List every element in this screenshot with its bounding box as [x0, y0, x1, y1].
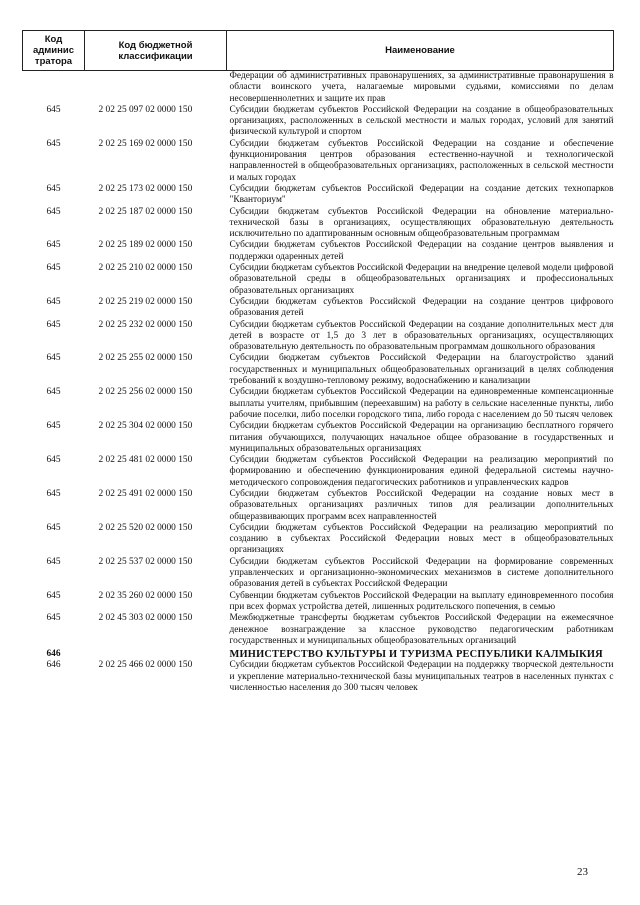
table-row	[23, 591, 614, 614]
table-row	[23, 207, 614, 241]
budget-code-cell: 2 02 25 173 02 0000 150	[98, 183, 193, 194]
admin-code-cell: 646	[46, 649, 61, 660]
name-cell: Субсидии бюджетам субъектов Российской Федерации на поддержку творческой деятельности и укрепление материально-технической базы муниципальных театров в населенных пунктах с численностью населения до 300 тысяч человек	[229, 660, 614, 694]
name-cell: Субсидии бюджетам субъектов Российской Федерации на создание в общеобразовательных организациях, расположенных в сельской местности и малых городах, условий для занятий физической культурой и спортом	[229, 104, 614, 138]
name-cell: Субсидии бюджетам субъектов Российской Федерации на создание центров цифрового образования детей	[229, 296, 614, 319]
table-row	[23, 660, 614, 694]
admin-code-cell	[23, 71, 85, 105]
name-cell: МИНИСТЕРСТВО КУЛЬТУРЫ И ТУРИЗМА РЕСПУБЛИКИ КАЛМЫКИЯ	[229, 649, 603, 661]
budget-code-cell: 2 02 25 232 02 0000 150	[98, 319, 193, 330]
header-admin-code: Код админис тратора	[23, 31, 85, 71]
budget-code-cell: 2 02 25 466 02 0000 150	[98, 660, 193, 671]
budget-classification-table	[22, 30, 614, 694]
table-row	[23, 523, 614, 557]
ministry-row	[23, 647, 614, 660]
name-cell: Субсидии бюджетам субъектов Российской Федерации на создание новых мест в образовательных организациях различных типов для реализации дополнительных общеразвивающих программ всех направленностей	[229, 488, 614, 522]
admin-code-cell: 645	[46, 104, 61, 115]
name-cell: Субсидии бюджетам субъектов Российской Федерации на создание детских технопарков "Кванториум"	[229, 183, 614, 206]
budget-code-cell: 2 02 25 481 02 0000 150	[98, 455, 193, 466]
admin-code-cell: 645	[46, 421, 61, 432]
budget-code-cell: 2 02 25 304 02 0000 150	[98, 421, 193, 432]
name-cell: Субсидии бюджетам субъектов Российской Федерации на создание дополнительных мест для детей в возрасте от 1,5 до 3 лет в образовательных организациях, осуществляющих образовательную деятельность по образовательным программам дошкольного образования	[229, 319, 614, 353]
admin-code-cell: 645	[46, 263, 61, 274]
admin-code-cell: 645	[46, 387, 61, 398]
table-row	[23, 139, 614, 184]
admin-code-cell: 645	[46, 296, 61, 307]
table-row	[23, 184, 614, 207]
name-cell: Субсидии бюджетам субъектов Российской Федерации на внедрение целевой модели цифровой образовательной среды в общеобразовательных организациях и профессиональных образовательных организациях	[229, 263, 614, 296]
header-name: Наименование	[227, 31, 614, 71]
document-page	[22, 30, 613, 694]
budget-code-cell: 2 02 25 537 02 0000 150	[98, 556, 193, 567]
budget-code-cell: 2 02 35 260 02 0000 150	[98, 590, 193, 601]
name-cell: Субвенции бюджетам субъектов Российской Федерации на выплату единовременного пособия при всех формах устройства детей, лишенных родительского попечения, в семью	[229, 590, 614, 612]
budget-code-cell: 2 02 25 169 02 0000 150	[98, 138, 193, 149]
table-row	[23, 71, 614, 105]
table-row	[23, 353, 614, 387]
budget-code-cell: 2 02 25 097 02 0000 150	[98, 104, 193, 115]
admin-code-cell: 645	[46, 319, 61, 330]
table-header-row	[23, 31, 614, 71]
table-row	[23, 297, 614, 320]
name-cell: Субсидии бюджетам субъектов Российской Федерации на обновление материально-технической базы в организациях, осуществляющих образовательную деятельность исключительно по адаптированным основным общеобразовательным программам	[229, 206, 614, 240]
admin-code-cell: 645	[46, 613, 61, 624]
table-row	[23, 421, 614, 455]
name-cell: Субсидии бюджетам субъектов Российской Федерации на создание центров выявления и поддержки одаренных детей	[229, 240, 614, 262]
admin-code-cell: 645	[46, 522, 61, 533]
admin-code-cell: 645	[46, 488, 61, 499]
table-row	[23, 263, 614, 297]
table-row	[23, 320, 614, 354]
name-cell: Субсидии бюджетам субъектов Российской Федерации на единовременные компенсационные выплаты учителям, прибывшим (переехавшим) на работу в сельские населенные пункты, либо рабочие поселки, либо поселки городского типа, либо города с населением до 50 тысяч человек	[229, 387, 614, 420]
budget-code-cell: 2 02 25 256 02 0000 150	[98, 387, 193, 398]
name-cell: Межбюджетные трансферты бюджетам субъектов Российской Федерации на ежемесячное денежное вознаграждение за классное руководство педагогическим работникам государственных и муниципальных общеобразовательных организаций	[229, 613, 614, 646]
admin-code-cell: 645	[46, 183, 61, 194]
admin-code-cell: 645	[46, 590, 61, 601]
admin-code-cell: 645	[46, 556, 61, 567]
name-cell: Субсидии бюджетам субъектов Российской Федерации на создание и обеспечение функционирования центров образования естественно-научной и технологической направленностей в общеобразовательных организациях, расположенных в сельской местности и малых городах	[229, 138, 614, 183]
name-cell: Субсидии бюджетам субъектов Российской Федерации на благоустройство зданий государственных и муниципальных общеобразовательных организаций в целях соблюдения требований к воздушно-тепловому режиму, водоснабжению и канализации	[229, 353, 614, 387]
name-cell: Субсидии бюджетам субъектов Российской Федерации на реализацию мероприятий по формированию и обеспечению функционирования единой федеральной системы научно-методического сопровождения педагогических работников и управленческих кадров	[229, 455, 614, 488]
table-row	[23, 240, 614, 263]
budget-code-cell: 2 02 25 219 02 0000 150	[98, 296, 193, 307]
table-row	[23, 105, 614, 139]
table-row	[23, 489, 614, 523]
budget-code-cell: 2 02 25 187 02 0000 150	[98, 206, 193, 217]
name-cell: Федерации об административных правонарушениях, за административные правонарушения в области воинского учета, налагаемые мировыми судьями, комиссиями по делам несовершеннолетних и защите их прав	[229, 71, 614, 104]
table-row	[23, 613, 614, 647]
budget-code-cell	[85, 647, 227, 660]
name-cell: Субсидии бюджетам субъектов Российской Федерации на формирование современных управленческих и организационно-экономических механизмов в системе дополнительного образования детей в субъектах Российской Федерации	[229, 556, 614, 590]
budget-code-cell: 2 02 25 210 02 0000 150	[98, 263, 193, 274]
budget-code-cell: 2 02 25 189 02 0000 150	[98, 240, 193, 251]
budget-code-cell: 2 02 25 255 02 0000 150	[98, 353, 193, 364]
budget-code-cell: 2 02 25 491 02 0000 150	[98, 488, 193, 499]
admin-code-cell: 645	[46, 353, 61, 364]
admin-code-cell: 645	[46, 240, 61, 251]
table-body	[23, 71, 614, 695]
admin-code-cell: 645	[46, 138, 61, 149]
budget-code-cell	[85, 71, 227, 105]
page-number: 23	[577, 866, 588, 878]
table-row	[23, 387, 614, 421]
budget-code-cell: 2 02 25 520 02 0000 150	[98, 522, 193, 533]
header-budget-code: Код бюджетной классификации	[85, 31, 227, 71]
table-row	[23, 557, 614, 591]
name-cell: Субсидии бюджетам субъектов Российской Федерации на реализацию мероприятий по созданию в субъектах Российской Федерации новых мест в общеобразовательных организациях	[229, 522, 614, 556]
name-cell: Субсидии бюджетам субъектов Российской Федерации на организацию бесплатного горячего питания обучающихся, получающих начальное общее образование в государственных и муниципальных образовательных организациях	[229, 421, 614, 454]
budget-code-cell: 2 02 45 303 02 0000 150	[98, 613, 193, 624]
table-row	[23, 455, 614, 489]
admin-code-cell: 645	[46, 455, 61, 466]
admin-code-cell: 646	[46, 660, 61, 671]
admin-code-cell: 645	[46, 206, 61, 217]
